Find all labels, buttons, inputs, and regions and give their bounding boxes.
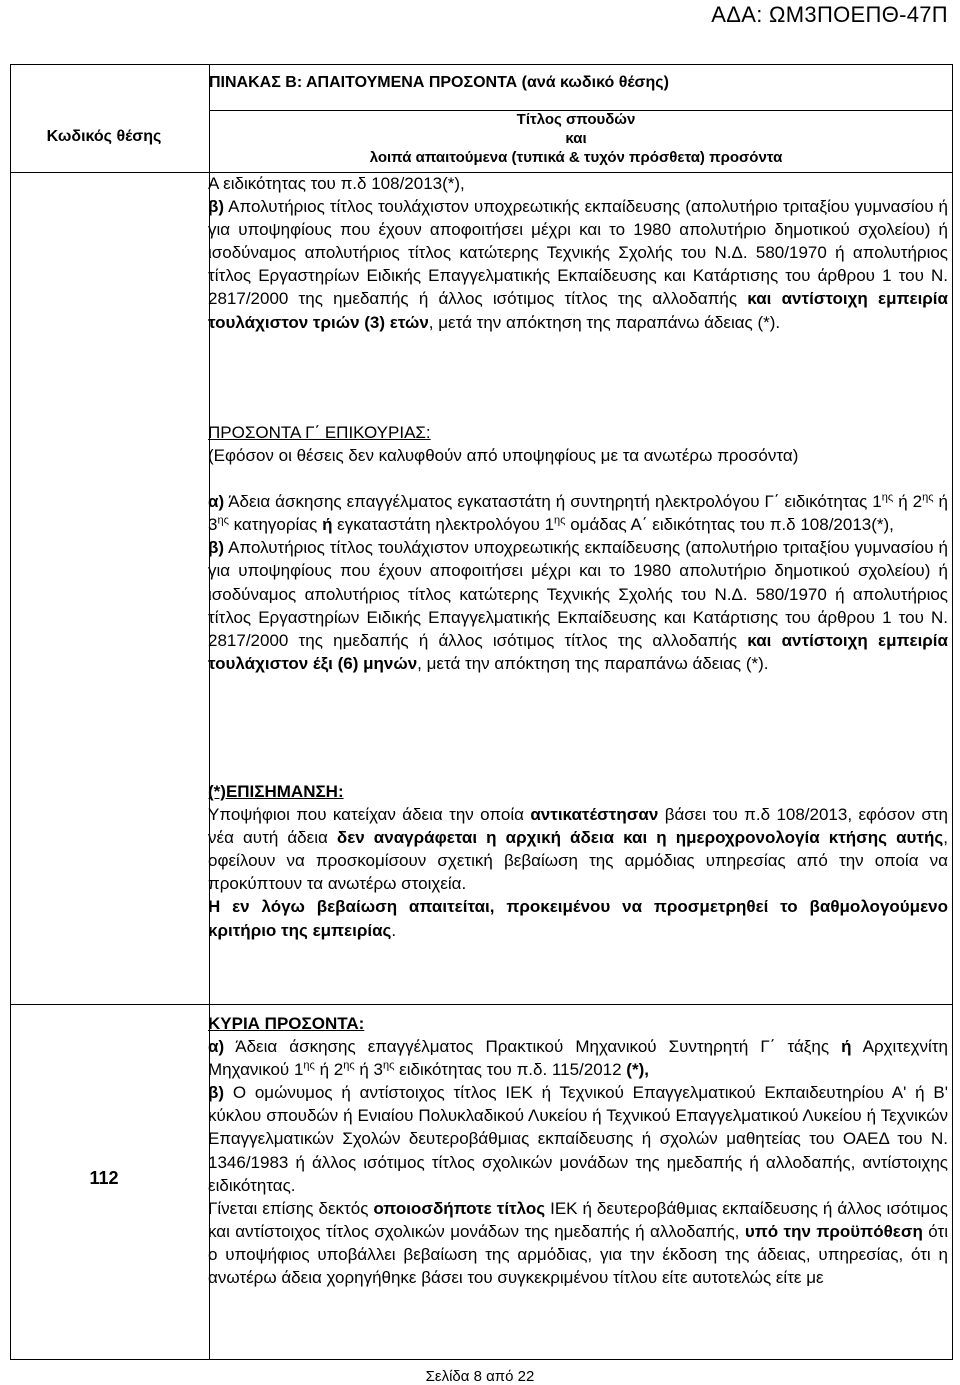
block-secondary-qualifications [208,421,948,675]
text: Άδεια άσκησης επαγγέλματος Πρακτικού Μηχανικού Συντηρητή Γ΄ τάξης [224,1037,842,1057]
text: Ο ομώνυμος ή αντίστοιχος τίτλος ΙΕΚ ή Τεχνικού Επαγγελματικού Εκπαιδευτηρίου Α' ή Β' κύκλου σπουδών ή Ενιαίου Πολυκλαδικού Λυκείου ή Τεχνικού Επαγγελματικού Λυκείου ή Τεχνικών Επαγγελματικών Σχολών δευτεροβάθμιας εκπαίδευσης ή σχολών μαθητείας του ΟΑΕΔ του Ν. 1346/1983 ή άλλος ισότιμος τίτλος σχολικών μονάδων της ημεδαπής ή αλλοδαπής, αντίστοιχης ειδικότητας. [208,1083,948,1195]
main-heading: ΚΥΡΙΑ ΠΡΟΣΟΝΤΑ: [208,1014,365,1033]
text: Αρχιτεχνίτη Μηχανικού 1 [208,1037,948,1080]
text: ειδικότητας του π.δ. 115/2012 [394,1060,627,1080]
block4-b [208,1081,948,1196]
label-b: β) [208,197,225,217]
block-continuation [208,172,948,334]
note-emphasis [208,895,948,941]
sup: ης [217,514,229,527]
text: ΙΕΚ ή δευτεροβάθμιας εκπαίδευσης ή άλλος ισότιμος και αντίστοιχος τίτλος σχολικών μονάδων της ημεδαπής ή αλλοδαπής, [208,1198,948,1241]
row-divider [11,1004,952,1005]
position-code: 112 [89,1168,119,1188]
bold-text: και αντίστοιχη εμπειρία τουλάχιστον τριών (3) ετών [208,289,948,332]
bold-text: Η εν λόγω βεβαίωση απαιτείται, προκειμένου να προσμετρηθεί το βαθμολογούμενο κριτήριο της εμπειρίας [208,897,948,940]
text: ή 3 [354,1060,383,1080]
text: ομάδας Α΄ ειδικότητας του π.δ 108/2013(*), [565,515,894,535]
text: ή 2 [314,1060,344,1080]
bold-text: αντικατέστησαν [530,805,659,825]
block1-line1: Α ειδικότητας του π.δ 108/2013(*), [208,174,465,193]
bold-text: οποιοσδήποτε τίτλος [373,1198,546,1218]
label-b: β) [208,1083,225,1103]
block4-c [208,1197,948,1289]
text: Απολυτήριος τίτλος τουλάχιστον υποχρεωτικής εκπαίδευσης (απολυτήριο τριταξίου γυμνασίου ή για υποψηφίους που έχουν αποφοιτήσει μέχρι και το 1980 απολυτήριο δημοτικού σχολείου) ή ισοδύναμος απολυτήριος τίτλος κατώτερης Τεχνικής Σχολής του Ν.Δ. 580/1970 ή απολυτήριος τίτλος Εργαστηρίων Ειδικής Επαγγελματικής Εκπαίδευσης και Κατάρτισης του άρθρου 1 του Ν. 2817/2000 της ημεδαπής ή άλλος ισότιμος τίτλος της αλλοδαπής [208,197,948,309]
bold-text: ή [841,1037,852,1057]
text: βάσει του π.δ 108/2013, εφόσον στη νέα αυτή άδεια [208,805,949,848]
text: ή 2 [893,492,923,512]
ada-code: ΑΔΑ: ΩΜ3ΠΟΕΠΘ-47Π [711,2,948,27]
text: , μετά την απόκτηση της παραπάνω άδειας (*). [417,653,769,673]
sup: ης [922,491,934,504]
text: Γίνεται επίσης δεκτός [208,1198,374,1218]
bold-text: δεν αναγράφεται η αρχική άδεια και η ημεροχρονολογία κτήσης αυτής [336,828,944,848]
secondary-subtitle: (Εφόσον οι θέσεις δεν καλυφθούν από υποψηφίους με τα ανωτέρω προσόντα) [208,446,799,466]
block2-a [208,490,948,536]
sup: ης [554,514,566,527]
block2-b [208,536,948,675]
label-b: β) [208,538,225,558]
label-a: α) [208,1037,225,1057]
text: Άδεια άσκησης επαγγέλματος εγκαταστάτη ή συντηρητή ηλεκτρολόγου Γ΄ ειδικότητας 1 [224,492,882,512]
table-title: ΠΙΝΑΚΑΣ Β: ΑΠΑΙΤΟΥΜΕΝΑ ΠΡΟΣΟΝΤΑ (ανά κωδικό θέσης) [209,74,669,91]
bold-text: ή [322,515,333,535]
block-main-qualifications [208,1012,948,1289]
bold-text: και αντίστοιχη εμπειρία τουλάχιστον έξι (6) μηνών [208,630,948,673]
text: , οφείλουν να προσκομίσουν σχετική βεβαίωση της αρμόδιας υπηρεσίας από την οποία να προκύπτουν τα ανωτέρω στοιχεία. [208,828,948,894]
text: ότι ο υποψήφιος υποβάλλει βεβαίωση της αρμόδιας, για την έκδοση της άδειας, υπηρεσίας, ότι η ανωτέρω άδεια χορηγήθηκε βάσει του συγκεκριμένου τίτλου είτε αυτοτελώς είτε με [208,1221,948,1288]
text: , μετά την απόκτηση της παραπάνω άδειας (*). [428,312,781,332]
sup: ης [382,1059,395,1072]
text: κατηγορίας [228,515,323,535]
label-a: α) [208,492,225,512]
column-header-code: Κωδικός θέσης [46,128,162,145]
text: . [391,920,397,940]
sup: ης [303,1059,315,1072]
text: Απολυτήριος τίτλος τουλάχιστον υποχρεωτικής εκπαίδευσης (απολυτήριο τριταξίου γυμνασίου ή για υποψηφίους που έχουν αποφοιτήσει μέχρι και το 1980 απολυτήριο δημοτικού σχολείου) ή ισοδύναμος απολυτήριος τίτλος κατώτερης Τεχνικής Σχολής του Ν.Δ. 580/1970 ή απολυτήριος τίτλος Εργαστηρίων Ειδικής Επαγγελματικής Εκπαίδευσης και Κατάρτισης του άρθρου 1 του Ν. 2817/2000 της ημεδαπής ή άλλος ισότιμος τίτλος της αλλοδαπής [208,538,948,650]
column-header-requirements: λοιπά απαιτούμενα (τυπικά & τυχόν πρόσθετα) προσόντα [369,149,783,166]
sup: ης [343,1059,355,1072]
column-header-title: Τίτλος σπουδών [516,111,636,128]
bold-text: (*), [626,1060,649,1080]
text: ή 3 [208,492,949,535]
page-number: Σελίδα 8 από 22 [425,1368,535,1385]
block1-b [208,195,948,334]
column-header-and: και [565,130,587,147]
block4-a [208,1035,948,1081]
note-heading: (*)ΕΠΙΣΗΜΑΝΣΗ: [208,782,344,801]
note-text [208,803,948,895]
text: Υποψήφιοι που κατείχαν άδεια την οποία [208,805,531,825]
text: εγκαταστάτη ηλεκτρολόγου 1 [332,515,555,535]
secondary-heading: ΠΡΟΣΟΝΤΑ Γ΄ ΕΠΙΚΟΥΡΙΑΣ: [208,423,431,442]
block-note [208,780,948,942]
sup: ης [881,491,894,504]
bold-text: υπό την προϋπόθεση [744,1221,923,1241]
